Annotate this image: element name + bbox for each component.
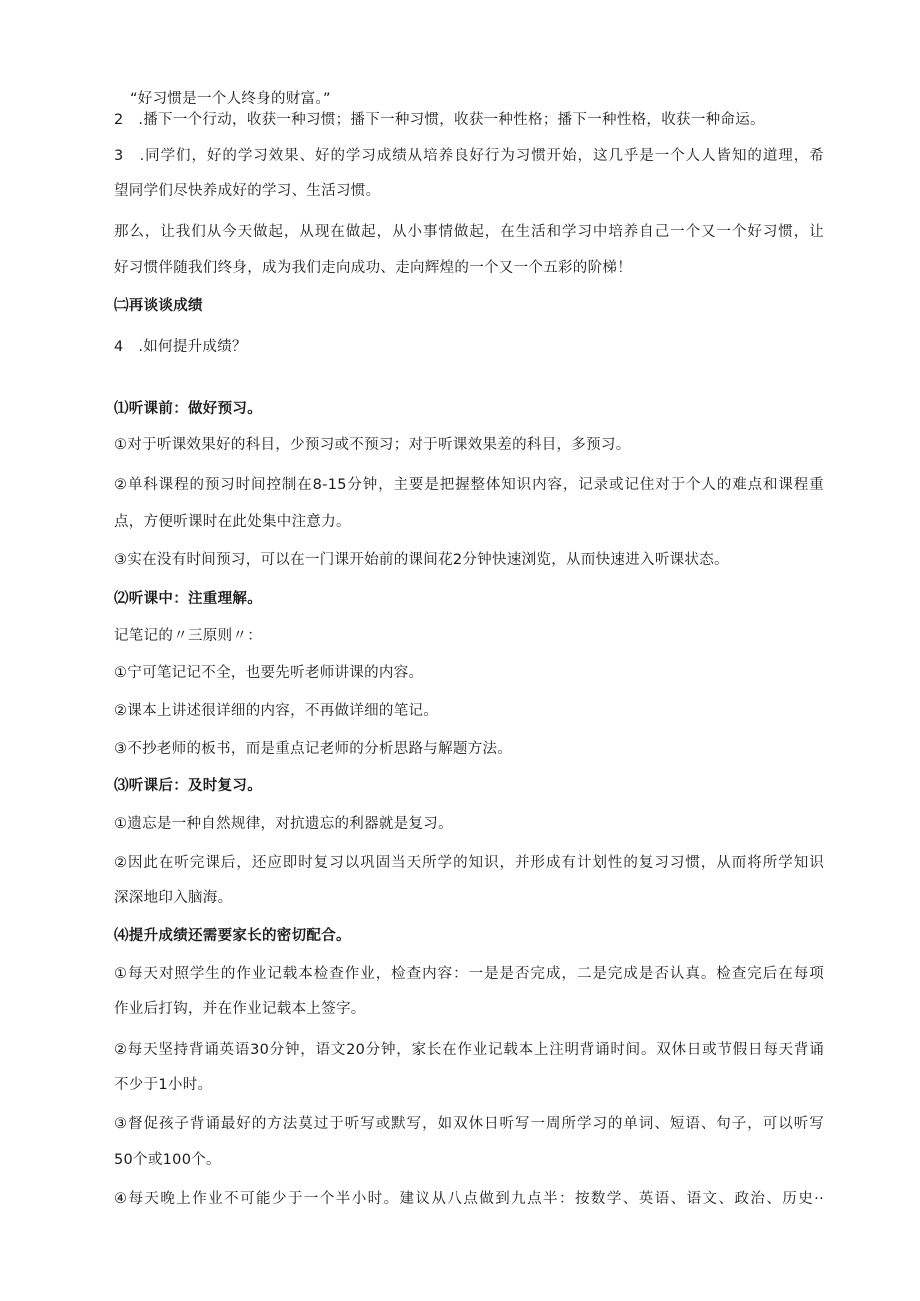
quote-line: “好习惯是一个人终身的财富。” [130, 91, 331, 107]
list-item-4: 4 .如何提升成绩？ [114, 339, 247, 355]
list-item: ①宁可笔记记不全，也要先听老师讲课的内容。 [114, 665, 424, 681]
list-item: ①对于听课效果好的科目，少预习或不预习；对于听课效果差的科目，多预习。 [114, 437, 631, 453]
list-item: ③不抄老师的板书，而是重点记老师的分析思路与解题方法。 [114, 741, 513, 757]
list-item-3-cont: 望同学们尽快养成好的学习、生活习惯。 [114, 183, 381, 199]
list-item: ①遗忘是一种自然规律，对抗遗忘的利器就是复习。 [114, 816, 453, 832]
list-item-cont: 50个或100个。 [114, 1152, 221, 1168]
section-heading: ㈡再谈谈成绩 [114, 298, 203, 314]
list-item: ②因此在听完课后，还应即时复习以巩固当天所学的知识，并形成有计划性的复习习惯，从而将所学知识 [114, 855, 824, 871]
list-item: ②每天坚持背诵英语30分钟，语文20分钟，家长在作业记载本上注明背诵时间。双休日或节假日每天背诵 [114, 1042, 824, 1058]
list-item: ③督促孩子背诵最好的方法莫过于听写或默写，如双休日听写一周所学习的单词、短语、句子，可以听写 [114, 1116, 824, 1132]
subheading-during-class: ⑵听课中：注重理解。 [114, 591, 262, 607]
notes-intro: 记笔记的〃三原则〃： [114, 628, 262, 644]
subheading-after-class: ⑶听课后：及时复习。 [114, 778, 262, 794]
list-item-cont: 不少于1小时。 [114, 1077, 213, 1093]
list-item-2: 2 .播下一个行动，收获一种习惯；播下一种习惯，收获一种性格；播下一种性格，收获一种命运。 [114, 112, 765, 128]
list-item-cont: 深深地印入脑海。 [114, 890, 233, 906]
paragraph-line: 那么，让我们从今天做起，从现在做起，从小事情做起，在生活和学习中培养自己一个又一个好习惯，让 [114, 224, 824, 240]
subheading-before-class: ⑴听课前：做好预习。 [114, 401, 262, 417]
paragraph-line-cont: 好习惯伴随我们终身，成为我们走向成功、走向辉煌的一个又一个五彩的阶梯！ [114, 260, 632, 276]
list-item: ③实在没有时间预习，可以在一门课开始前的课间花2分钟快速浏览，从而快速进入听课状态。 [114, 552, 729, 568]
list-item: ②课本上讲述很详细的内容，不再做详细的笔记。 [114, 703, 439, 719]
list-item: ④每天晚上作业不可能少于一个半小时。建议从八点做到九点半：按数学、英语、语文、政治、历史·· [114, 1191, 824, 1207]
list-item: ②单科课程的预习时间控制在8-15分钟，主要是把握整体知识内容，记录或记住对于个人的难点和课程重 [114, 477, 824, 493]
list-item-cont: 作业后打钩，并在作业记载本上签字。 [114, 1001, 366, 1017]
list-item: ①每天对照学生的作业记载本检查作业，检查内容：一是是否完成，二是完成是否认真。检查完后在每项 [114, 966, 824, 982]
list-item-cont: 点，方便听课时在此处集中注意力。 [114, 514, 351, 530]
subheading-parents: ⑷提升成绩还需要家长的密切配合。 [114, 928, 351, 944]
list-item-3: 3 .同学们，好的学习效果、好的学习成绩从培养良好行为习惯开始，这几乎是一个人人皆知的道理，希 [114, 148, 824, 164]
